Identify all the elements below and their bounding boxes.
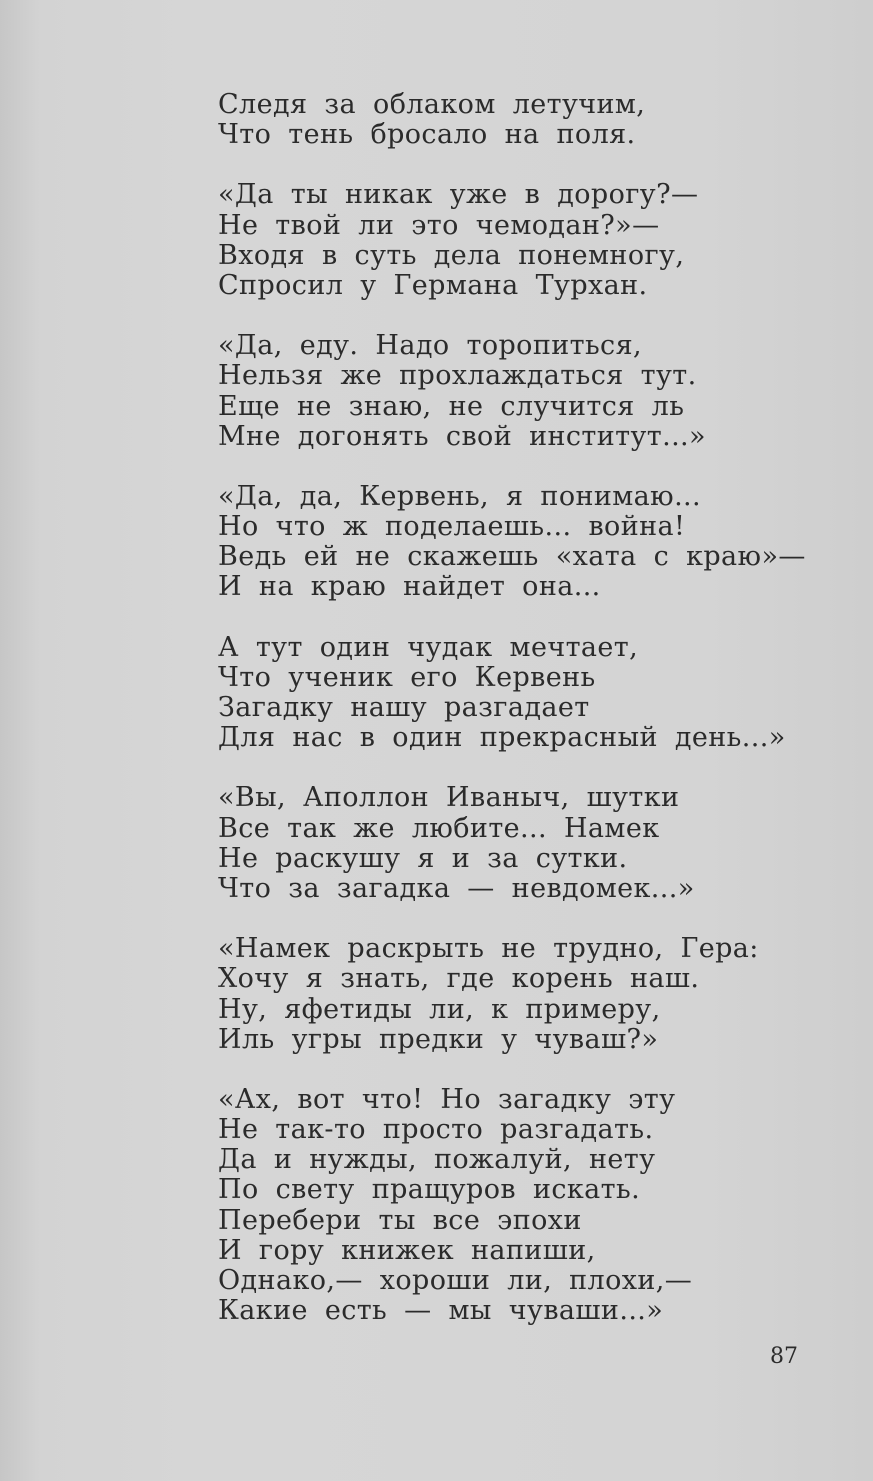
poem-line: Однако,— хороши ли, плохи,— [218,1265,693,1296]
page-number: 87 [770,1344,798,1369]
poem-line: «Да, да, Кервень, я понимаю... [218,480,702,512]
poem-line: Что ученик его Кервень [218,661,596,693]
poem-line: Какие есть — мы чуваши...» [218,1295,664,1327]
stanza-3 [218,331,818,452]
poem-line: Но что ж поделаешь... война! [218,511,686,543]
poem-line: Входя в суть дела понемногу, [218,239,685,271]
poem-line: «Да ты никак уже в дорогу?— [218,179,699,211]
poem-line: Не так-то просто разгадать. [218,1114,654,1146]
poem-line: Все так же любите... Намек [218,812,660,844]
poem-line: Хочу я знать, где корень наш. [218,963,700,995]
poem-text [218,90,818,1356]
poem-line: И на краю найдет она... [218,571,601,603]
poem-line: Не раскушу я и за сутки. [218,842,628,874]
poem-line: «Да, еду. Надо торопиться, [218,330,642,362]
poem-line: Нельзя же прохлаждаться тут. [218,360,697,392]
stanza-8 [218,1085,818,1327]
poem-line: Ведь ей не скажешь «хата с краю»— [218,541,806,573]
poem-line: Спросил у Германа Турхан. [218,269,648,301]
poem-line: Что за загадка — невдомек...» [218,872,695,904]
poem-line: Для нас в один прекрасный день...» [218,722,786,754]
poem-line: Перебери ты все эпохи [218,1204,582,1236]
poem-line: Следя за облаком летучим, [218,89,646,120]
poem-line: «Намек раскрыть не трудно, Гера: [218,933,759,965]
stanza-2 [218,180,818,301]
poem-line: Еще не знаю, не случится ль [218,390,685,422]
stanza-6 [218,783,818,904]
poem-line: Иль угры предки у чуваш?» [218,1023,659,1055]
poem-line: По свету пращуров искать. [218,1174,641,1206]
poem-line: Мне догонять свой институт...» [218,420,706,452]
stanza-4 [218,482,818,603]
poem-line: Да и нужды, пожалуй, нету [218,1144,656,1176]
poem-line: «Вы, Аполлон Иваныч, шутки [218,782,680,814]
poem-line: Загадку нашу разгадает [218,692,590,723]
poem-line: «Ах, вот что! Но загадку эту [218,1083,676,1115]
poem-line: Что тень бросало на поля. [218,119,636,151]
poem-line: Не твой ли это чемодан?»— [218,209,660,241]
poem-line: Ну, яфетиды ли, к примеру, [218,993,661,1025]
stanza-7 [218,934,818,1055]
poem-line: И гору книжек напиши, [218,1234,596,1266]
stanza-5 [218,633,818,754]
poem-line: А тут один чудак мечтает, [218,631,639,663]
stanza-1 [218,90,818,150]
